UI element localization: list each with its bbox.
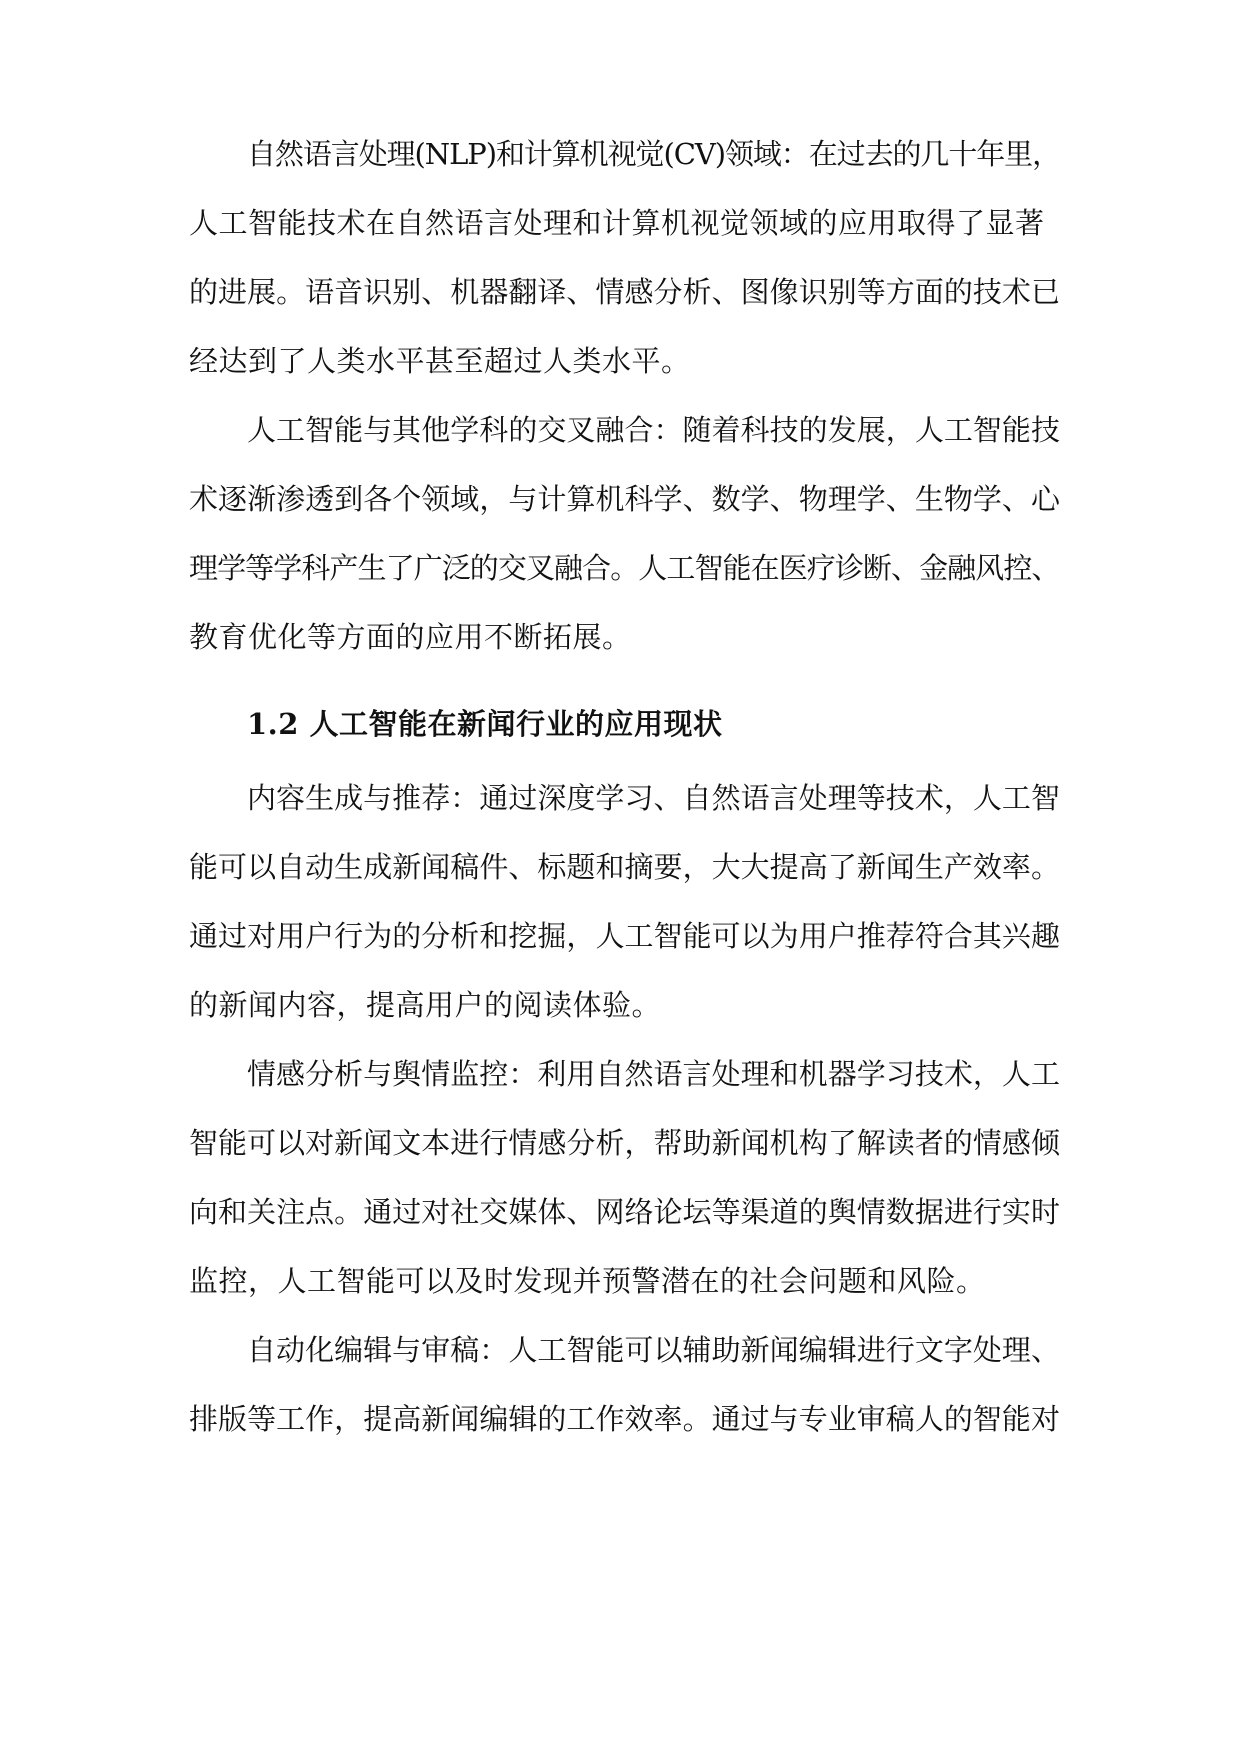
paragraph-line: 的新闻内容，提高用户的阅读体验。 <box>189 988 662 1022</box>
paragraph-line: 智能可以对新闻文本进行情感分析，帮助新闻机构了解读者的情感倾 <box>189 1126 1061 1160</box>
paragraph-line: 术逐渐渗透到各个领域，与计算机科学、数学、物理学、生物学、心 <box>189 482 1061 516</box>
paragraph-line: 教育优化等方面的应用不断拓展。 <box>189 620 632 654</box>
paragraph-line: 排版等工作，提高新闻编辑的工作效率。通过与专业审稿人的智能对 <box>189 1402 1061 1436</box>
paragraph-line: 理学等学科产生了广泛的交叉融合。人工智能在医疗诊断、金融风控、 <box>189 551 1060 585</box>
paragraph-line: 向和关注点。通过对社交媒体、网络论坛等渠道的舆情数据进行实时 <box>189 1195 1061 1229</box>
paragraph-line: 人工智能与其他学科的交叉融合：随着科技的发展，人工智能技 <box>247 413 1061 447</box>
paragraph-line: 能可以自动生成新闻稿件、标题和摘要，大大提高了新闻生产效率。 <box>189 850 1061 884</box>
paragraph-line: 监控，人工智能可以及时发现并预警潜在的社会问题和风险。 <box>189 1264 986 1298</box>
paragraph-line: 内容生成与推荐：通过深度学习、自然语言处理等技术，人工智 <box>247 781 1061 815</box>
paragraph-line: 自动化编辑与审稿：人工智能可以辅助新闻编辑进行文字处理、 <box>247 1333 1061 1367</box>
paragraph-line: 自然语言处理(NLP)和计算机视觉(CV)领域：在过去的几十年里， <box>247 137 1061 171</box>
paragraph-line: 经达到了人类水平甚至超过人类水平。 <box>189 344 691 378</box>
section-heading: 1.2 人工智能在新闻行业的应用现状 <box>247 707 723 741</box>
paragraph-line: 人工智能技术在自然语言处理和计算机视觉领域的应用取得了显著 <box>189 206 1045 240</box>
paragraph-line: 的进展。语音识别、机器翻译、情感分析、图像识别等方面的技术已 <box>189 275 1061 309</box>
paragraph-line: 通过对用户行为的分析和挖掘，人工智能可以为用户推荐符合其兴趣 <box>189 919 1061 953</box>
paragraph-line: 情感分析与舆情监控：利用自然语言处理和机器学习技术，人工 <box>247 1057 1061 1091</box>
